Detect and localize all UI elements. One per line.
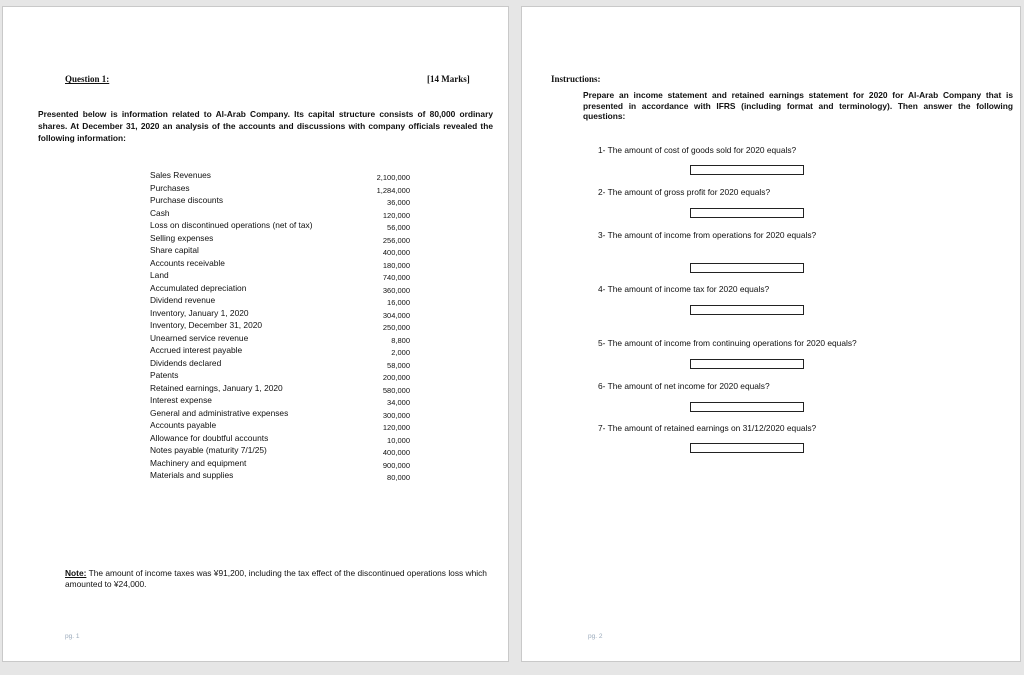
account-value: 900,000 bbox=[382, 460, 410, 470]
account-value: 16,000 bbox=[387, 298, 410, 307]
account-name: Accrued interest payable bbox=[150, 345, 243, 355]
answer-box-1[interactable] bbox=[690, 165, 804, 175]
question-3: 3- The amount of income from operations for 2020 equals? bbox=[598, 230, 817, 240]
page-1 bbox=[2, 6, 509, 662]
account-value: 8,800 bbox=[391, 335, 410, 345]
account-row bbox=[150, 195, 410, 208]
account-value: 2,100,000 bbox=[376, 173, 410, 182]
account-row bbox=[150, 458, 410, 471]
account-name: Inventory, January 1, 2020 bbox=[150, 307, 249, 318]
account-value: 180,000 bbox=[382, 260, 410, 270]
account-row bbox=[150, 420, 410, 433]
account-row bbox=[150, 320, 410, 333]
account-row bbox=[150, 233, 410, 246]
account-value: 58,000 bbox=[387, 360, 410, 370]
account-value: 580,000 bbox=[382, 385, 410, 395]
question-7: 7- The amount of retained earnings on 31/12/2020 equals? bbox=[598, 423, 817, 433]
account-name: Sales Revenues bbox=[150, 170, 211, 180]
account-name: Dividends declared bbox=[150, 357, 222, 368]
account-name: Unearned service revenue bbox=[150, 332, 249, 343]
account-name: Interest expense bbox=[150, 395, 212, 405]
account-row bbox=[150, 433, 410, 446]
note-text: The amount of income taxes was ¥91,200, including the tax effect of the discontinued operations loss which amounted to ¥24,000. bbox=[65, 568, 487, 589]
question-4: 4- The amount of income tax for 2020 equals? bbox=[598, 284, 770, 294]
account-value: 400,000 bbox=[382, 448, 410, 457]
account-name: Accumulated depreciation bbox=[150, 282, 247, 293]
account-row bbox=[150, 295, 410, 308]
account-row bbox=[150, 245, 410, 258]
account-row bbox=[150, 395, 410, 408]
account-value: 300,000 bbox=[382, 410, 410, 420]
account-row bbox=[150, 370, 410, 383]
account-value: 400,000 bbox=[382, 248, 410, 257]
account-value: 80,000 bbox=[387, 473, 410, 482]
account-name: Land bbox=[150, 270, 169, 280]
account-value: 2,000 bbox=[391, 348, 410, 357]
account-name: Accounts receivable bbox=[150, 257, 225, 268]
account-row bbox=[150, 183, 410, 196]
accounts-list bbox=[150, 170, 410, 483]
account-name: Purchase discounts bbox=[150, 195, 224, 205]
page-2 bbox=[521, 6, 1021, 662]
account-name: Loss on discontinued operations (net of tax) bbox=[150, 220, 313, 230]
account-name: Patents bbox=[150, 370, 179, 380]
account-value: 10,000 bbox=[387, 435, 410, 445]
account-value: 250,000 bbox=[382, 323, 410, 332]
account-value: 200,000 bbox=[382, 373, 410, 382]
marks-label: [14 Marks] bbox=[427, 74, 470, 84]
account-value: 360,000 bbox=[382, 285, 410, 295]
answer-box-4[interactable] bbox=[690, 305, 804, 315]
instructions-title: Instructions: bbox=[551, 74, 601, 84]
account-value: 56,000 bbox=[387, 223, 410, 232]
question-6: 6- The amount of net income for 2020 equals? bbox=[598, 381, 770, 391]
account-row bbox=[150, 445, 410, 458]
account-row bbox=[150, 220, 410, 233]
account-value: 304,000 bbox=[382, 310, 410, 320]
account-row bbox=[150, 170, 410, 183]
answer-box-6[interactable] bbox=[690, 402, 804, 412]
account-name: Inventory, December 31, 2020 bbox=[150, 320, 263, 330]
page-number: pg. 1 bbox=[65, 633, 80, 640]
account-row bbox=[150, 345, 410, 358]
account-name: Machinery and equipment bbox=[150, 457, 247, 468]
account-value: 36,000 bbox=[387, 198, 410, 207]
account-name: Accounts payable bbox=[150, 420, 217, 430]
note-paragraph bbox=[65, 568, 495, 590]
account-name: Allowance for doubtful accounts bbox=[150, 432, 269, 443]
account-row bbox=[150, 383, 410, 396]
answer-box-2[interactable] bbox=[690, 208, 804, 218]
question-2: 2- The amount of gross profit for 2020 equals? bbox=[598, 187, 771, 197]
account-row bbox=[150, 333, 410, 346]
instructions-text: Prepare an income statement and retained earnings statement for 2020 for Al-Arab Company that is presented in accordance with IFRS (including format and terminology). Then answer the following questions: bbox=[583, 90, 1013, 121]
account-row bbox=[150, 308, 410, 321]
answer-box-7[interactable] bbox=[690, 443, 804, 453]
question-5: 5- The amount of income from continuing operations for 2020 equals? bbox=[598, 338, 857, 348]
account-name: General and administrative expenses bbox=[150, 407, 289, 418]
answer-box-5[interactable] bbox=[690, 359, 804, 369]
account-row bbox=[150, 470, 410, 483]
account-row bbox=[150, 208, 410, 221]
account-value: 120,000 bbox=[382, 423, 410, 432]
page-number: pg. 2 bbox=[588, 633, 603, 640]
account-value: 1,284,000 bbox=[376, 185, 410, 195]
account-value: 34,000 bbox=[387, 398, 410, 407]
answer-box-3[interactable] bbox=[690, 263, 804, 273]
account-name: Selling expenses bbox=[150, 232, 214, 243]
account-row bbox=[150, 408, 410, 421]
account-row bbox=[150, 258, 410, 271]
account-name: Materials and supplies bbox=[150, 470, 234, 480]
account-value: 256,000 bbox=[382, 235, 410, 245]
account-value: 120,000 bbox=[382, 210, 410, 220]
account-name: Purchases bbox=[150, 182, 190, 193]
question-title: Question 1: bbox=[65, 74, 110, 84]
account-name: Cash bbox=[150, 207, 170, 218]
account-row bbox=[150, 358, 410, 371]
account-row bbox=[150, 283, 410, 296]
intro-paragraph: Presented below is information related to Al-Arab Company. Its capital structure consists of 80,000 ordinary shares. At December 31, 2020 an analysis of the accounts and discussions with company officials revealed the following information: bbox=[38, 109, 493, 143]
account-name: Notes payable (maturity 7/1/25) bbox=[150, 445, 267, 455]
account-name: Dividend revenue bbox=[150, 295, 216, 305]
question-1: 1- The amount of cost of goods sold for 2020 equals? bbox=[598, 145, 797, 155]
account-name: Retained earnings, January 1, 2020 bbox=[150, 382, 283, 393]
account-row bbox=[150, 270, 410, 283]
account-value: 740,000 bbox=[382, 273, 410, 282]
account-name: Share capital bbox=[150, 245, 199, 255]
note-label: Note: bbox=[65, 568, 87, 578]
